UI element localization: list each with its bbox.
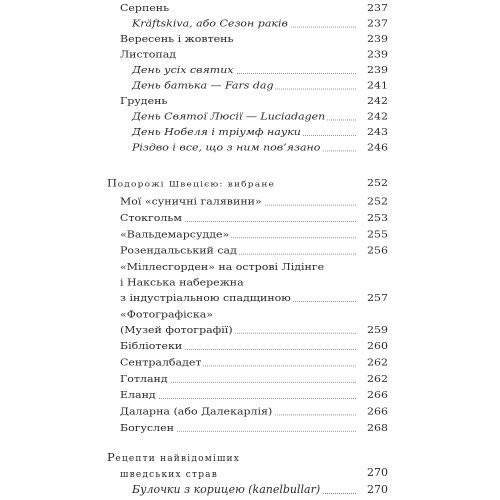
entry-page: 239 bbox=[367, 33, 388, 45]
entry-title: і Накська набережна bbox=[120, 275, 246, 290]
entry-page: 260 bbox=[367, 340, 388, 352]
entry-title: Сентралбадет bbox=[120, 355, 203, 370]
entry-title: Стокгольм bbox=[120, 211, 184, 226]
leader-dots bbox=[132, 493, 356, 494]
entry-page: 246 bbox=[367, 141, 388, 154]
entry-page: 242 bbox=[367, 110, 388, 123]
entry-title: Kräftskiva, або Сезон раків bbox=[132, 16, 290, 31]
section-heading-recipes-line2: шведських страв bbox=[120, 470, 219, 480]
entry-page: 266 bbox=[367, 389, 388, 401]
entry-title: Еланд bbox=[120, 388, 158, 403]
toc-entry bbox=[0, 1, 500, 16]
toc-entry bbox=[0, 109, 500, 124]
entry-title: Серпень bbox=[120, 1, 171, 16]
entry-title: Грудень bbox=[120, 94, 169, 109]
entry-title: Булочки з корицею (kanelbullar) bbox=[132, 481, 322, 499]
entry-page: 241 bbox=[367, 79, 388, 92]
toc-entry bbox=[0, 388, 500, 403]
toc-entry bbox=[0, 421, 500, 436]
section-heading-travel: Подорожі Швецією: вибране bbox=[107, 177, 276, 190]
entry-title: Бібліотеки bbox=[120, 339, 184, 354]
entry-page: 270 bbox=[367, 483, 388, 496]
toc-entry bbox=[0, 94, 500, 109]
entry-title: Різдво і все, що з ним пов’язано bbox=[132, 140, 322, 155]
toc-entry bbox=[0, 47, 500, 62]
section-page-travel: 252 bbox=[367, 177, 388, 189]
toc-entry bbox=[0, 339, 500, 354]
toc-entry bbox=[0, 16, 500, 31]
section-page-recipes: 270 bbox=[367, 466, 388, 479]
toc-entry bbox=[0, 194, 500, 209]
entry-page: 237 bbox=[367, 2, 388, 14]
toc-entry bbox=[0, 243, 500, 258]
entry-page: 259 bbox=[367, 324, 388, 336]
entry-title: Готланд bbox=[120, 372, 170, 387]
entry-title: День Нобеля і тріумф науки bbox=[132, 125, 303, 140]
entry-page: 239 bbox=[367, 64, 388, 76]
toc-entry bbox=[0, 355, 500, 370]
toc-entry bbox=[0, 63, 500, 78]
toc-entry bbox=[0, 32, 500, 47]
entry-page: 266 bbox=[367, 405, 388, 418]
entry-title: Даларна (або Далекарлія) bbox=[120, 404, 274, 419]
toc-entry bbox=[0, 78, 500, 93]
entry-page: 257 bbox=[367, 292, 388, 304]
toc-entry bbox=[0, 404, 500, 419]
entry-page: 253 bbox=[367, 212, 388, 224]
entry-page: 239 bbox=[367, 49, 388, 61]
toc-entry bbox=[0, 125, 500, 140]
entry-title: «Міллесгорден» на острові Лідінге bbox=[120, 260, 326, 275]
toc-entry bbox=[0, 275, 500, 290]
entry-title: Богуслен bbox=[120, 421, 176, 436]
entry-title: Листопад bbox=[120, 47, 178, 62]
toc-entry bbox=[0, 260, 500, 275]
entry-page: 262 bbox=[367, 373, 388, 385]
entry-title: (Музей фотографії) bbox=[120, 323, 235, 338]
toc-entry bbox=[0, 140, 500, 155]
entry-title: Мої «суничні галявини» bbox=[120, 194, 264, 209]
entry-page: 256 bbox=[367, 245, 388, 257]
entry-page: 237 bbox=[367, 18, 388, 30]
section-heading-recipes-line1: Рецепти найвідоміших bbox=[107, 450, 241, 464]
entry-title: «Фотографіска» bbox=[120, 307, 215, 322]
toc-entry bbox=[0, 372, 500, 387]
toc-entry bbox=[0, 481, 500, 499]
toc-entry bbox=[0, 227, 500, 242]
entry-title: «Вальдемарсудде» bbox=[120, 227, 231, 242]
entry-title: День Святої Люсії — Luciadagen bbox=[132, 109, 327, 124]
entry-page: 252 bbox=[367, 196, 388, 208]
toc-entry bbox=[0, 323, 500, 338]
entry-page: 242 bbox=[367, 95, 388, 107]
entry-page: 262 bbox=[367, 356, 388, 369]
entry-title: Вересень і жовтень bbox=[120, 32, 236, 47]
entry-title: Розендальський сад bbox=[120, 243, 239, 258]
entry-title: День усіх святих bbox=[132, 63, 236, 78]
entry-page: 243 bbox=[367, 126, 388, 138]
toc-entry bbox=[0, 291, 500, 306]
toc-entry bbox=[0, 307, 500, 322]
entry-title: День батька — Fars dag bbox=[132, 78, 275, 93]
entry-page: 268 bbox=[367, 422, 388, 434]
entry-title: з індустріальною спадщиною bbox=[120, 291, 293, 306]
entry-page: 255 bbox=[367, 228, 388, 240]
toc-entry bbox=[0, 211, 500, 226]
